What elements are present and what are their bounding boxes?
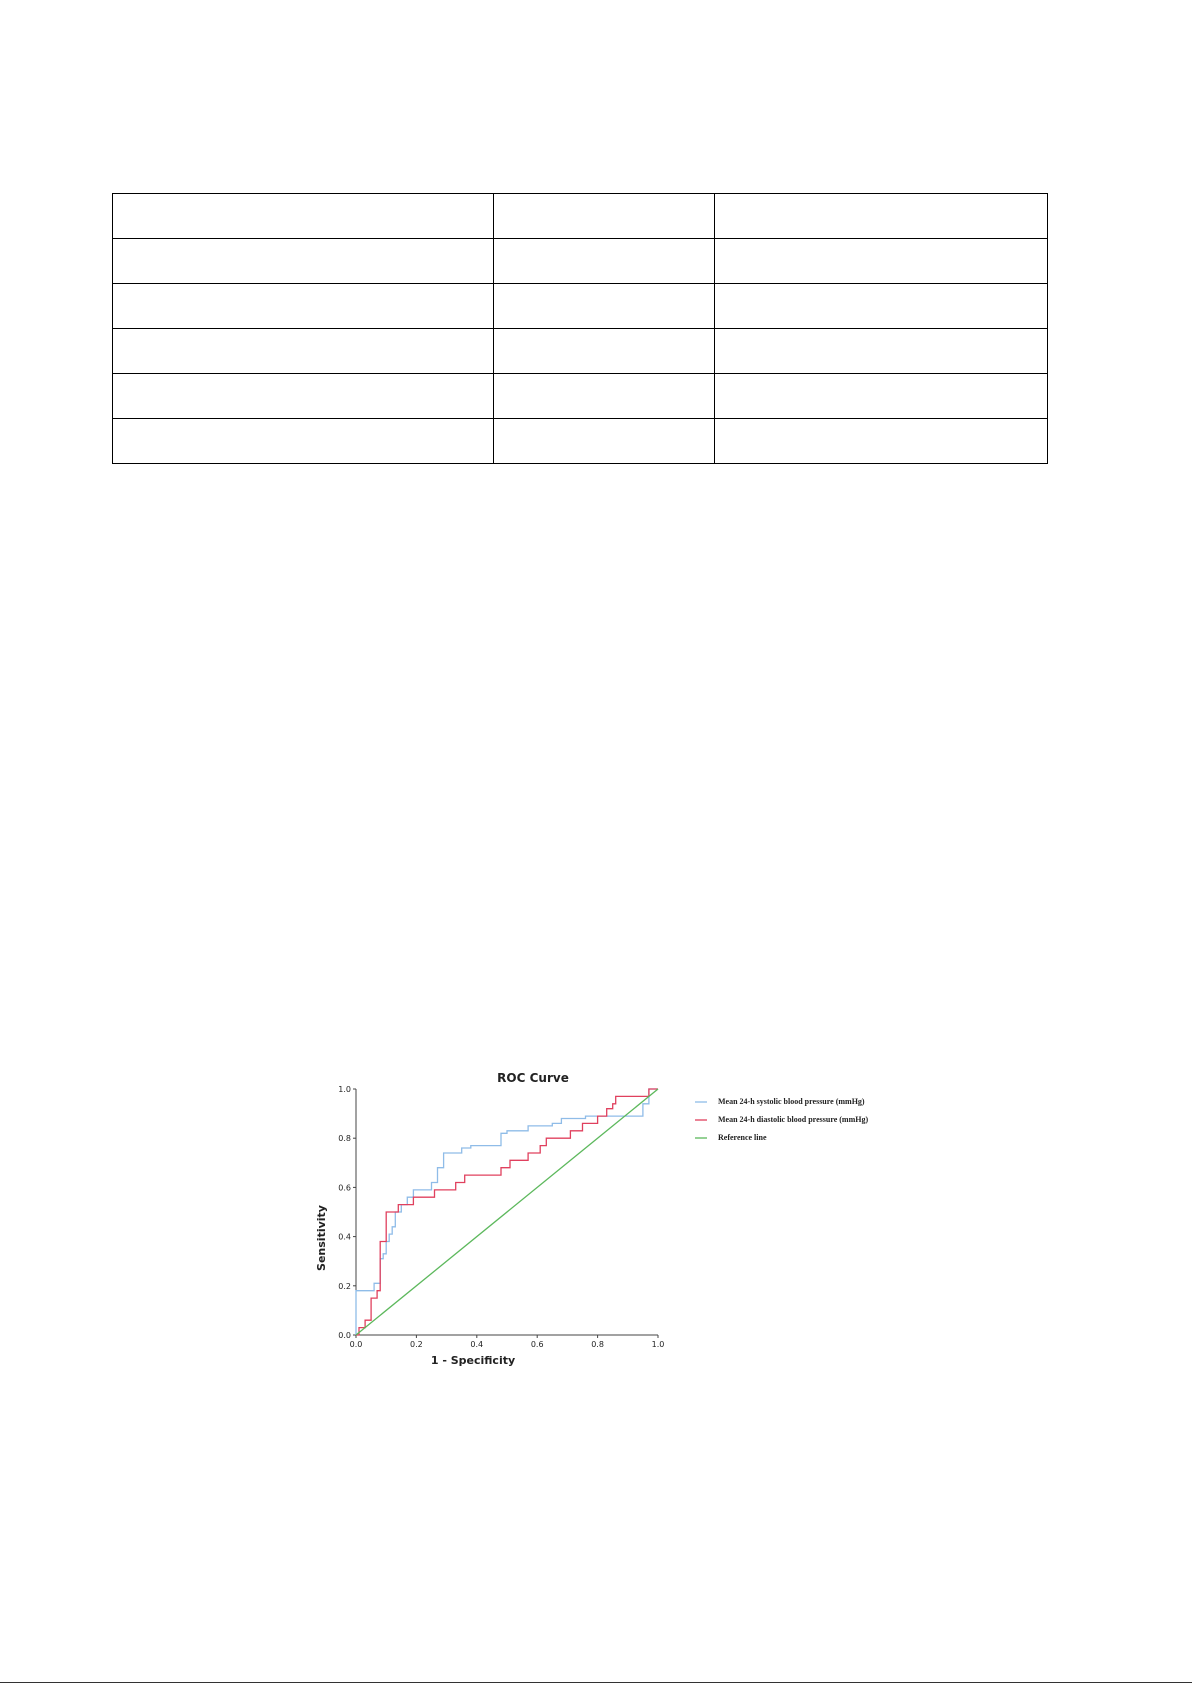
y-tick-label: 0.6	[338, 1183, 351, 1193]
x-tick-label: 0.8	[591, 1340, 604, 1349]
table-cell	[715, 419, 1048, 464]
x-tick-label: 1.0	[651, 1340, 665, 1349]
table-cell	[494, 329, 715, 374]
x-axis-label: 1 - Specificity	[430, 1354, 516, 1367]
table-cell	[113, 374, 494, 419]
legend-label-3: Reference line	[718, 1133, 767, 1142]
table-cell	[113, 419, 494, 464]
table-cell	[113, 194, 494, 239]
table-cell	[715, 239, 1048, 284]
y-tick-label: 0.2	[338, 1281, 351, 1291]
legend-label-1: Mean 24-h systolic blood pressure (mmHg)	[718, 1097, 865, 1106]
y-axis-label: Sensitivity	[315, 1205, 328, 1271]
x-tick-label: 0.4	[470, 1340, 484, 1349]
x-tick-label: 0.0	[349, 1340, 363, 1349]
table-row	[113, 194, 1048, 239]
table-cell	[494, 374, 715, 419]
y-tick-label: 0.0	[338, 1331, 351, 1340]
table-row	[113, 374, 1048, 419]
y-tick-label: 1.0	[338, 1085, 351, 1094]
legend	[695, 1097, 868, 1142]
table-cell	[715, 374, 1048, 419]
table-cell	[113, 329, 494, 374]
table-cell	[113, 239, 494, 284]
y-tick-label: 0.4	[338, 1232, 351, 1242]
roc-chart	[300, 1065, 900, 1385]
table-cell	[715, 194, 1048, 239]
table-row	[113, 329, 1048, 374]
legend-label-2: Mean 24-h diastolic blood pressure (mmHg)	[718, 1115, 869, 1124]
y-tick-label: 0.8	[338, 1134, 351, 1144]
table-row	[113, 239, 1048, 284]
page-bottom-rule	[0, 1682, 1192, 1683]
table-cell	[494, 284, 715, 329]
x-tick-label: 0.6	[530, 1340, 544, 1349]
plot-area	[338, 1085, 664, 1349]
x-tick-label: 0.2	[410, 1340, 423, 1349]
table-row	[113, 419, 1048, 464]
table-cell	[715, 329, 1048, 374]
chart-title: ROC Curve	[497, 1071, 569, 1085]
table-cell	[494, 194, 715, 239]
table-cell	[715, 284, 1048, 329]
table-cell	[494, 419, 715, 464]
table-row	[113, 284, 1048, 329]
table-cell	[113, 284, 494, 329]
table-cell	[494, 239, 715, 284]
empty-table	[112, 193, 1048, 464]
